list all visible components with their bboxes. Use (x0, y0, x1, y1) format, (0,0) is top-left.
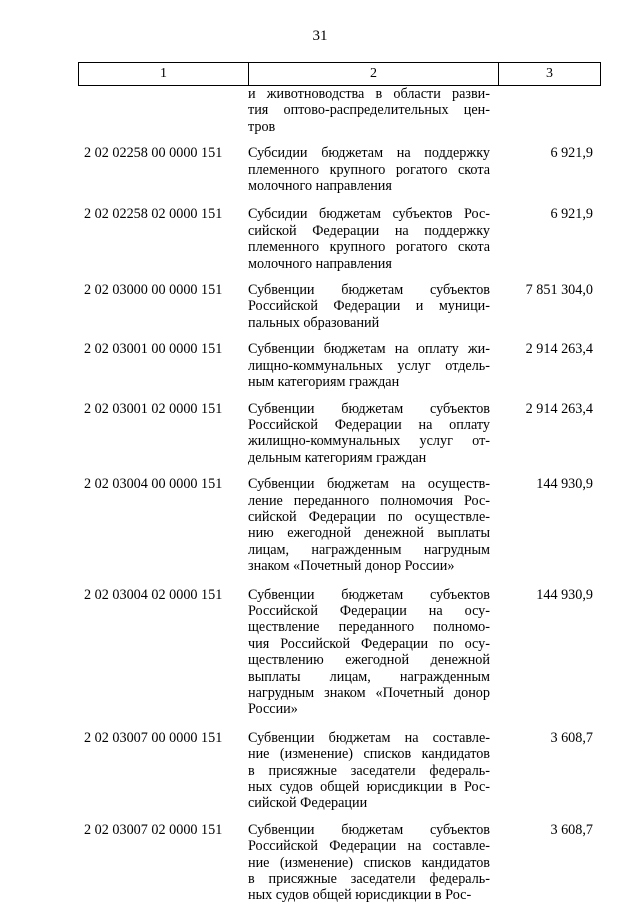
desc-line: России» (248, 701, 298, 718)
amount-value: 7 851 304,0 (525, 282, 593, 299)
desc-line: знаком «Почетный донор России» (248, 558, 455, 575)
desc-line: молочного направления (248, 178, 392, 195)
desc-line: племенного крупного рогатого скота (248, 239, 490, 256)
desc-line: нию ежегодной денежной выплаты (248, 525, 490, 542)
amount-value: 2 914 263,4 (525, 400, 593, 417)
amount-value: 6 921,9 (550, 206, 593, 223)
desc-line: жилищно-коммунальных услуг от- (248, 433, 490, 450)
column-header-table (78, 62, 601, 86)
desc-line: сийской Федерации (248, 795, 368, 812)
amount-value: 3 608,7 (550, 821, 593, 838)
desc-line: племенного крупного рогатого скота (248, 161, 490, 178)
amount-value: 2 914 263,4 (525, 341, 593, 358)
budget-code: 2 02 03007 02 0000 151 (84, 821, 223, 838)
budget-code: 2 02 03007 00 0000 151 (84, 729, 223, 746)
table-row (78, 822, 601, 904)
table-row (78, 587, 601, 718)
desc-line: Субвенции бюджетам субъектов (248, 821, 490, 838)
desc-line: Субвенции бюджетам на осуществ- (248, 476, 490, 493)
budget-code: 2 02 02258 00 0000 151 (84, 145, 223, 162)
desc-line: в присяжные заседатели федераль- (248, 871, 490, 888)
table-row (78, 341, 601, 390)
budget-code: 2 02 03000 00 0000 151 (84, 282, 223, 299)
desc-line: сийской Федерации на поддержку (248, 222, 490, 239)
amount-value: 3 608,7 (550, 729, 593, 746)
desc-line: ных судов общей юрисдикции в Рос- (248, 887, 472, 904)
desc-line: в присяжные заседатели федераль- (248, 762, 490, 779)
page-number: 31 (312, 28, 328, 44)
column-header-1: 1 (79, 63, 249, 86)
desc-line: Субвенции бюджетам субъектов (248, 586, 490, 603)
table-row (78, 476, 601, 574)
desc-line: Субсидии бюджетам на поддержку (248, 145, 490, 162)
desc-line: Субвенции бюджетам на составле- (248, 729, 490, 746)
desc-line: лищно-коммунальных услуг отдель- (248, 357, 490, 374)
income-description (248, 282, 490, 331)
table-row (78, 145, 601, 194)
desc-line: лицам, награжденным нагрудным (248, 541, 490, 558)
desc-line: сийской Федерации по осуществле- (248, 508, 490, 525)
desc-line: и животноводства в области разви- (248, 86, 490, 102)
budget-code: 2 02 03004 02 0000 151 (84, 586, 223, 603)
table-row (78, 401, 601, 467)
desc-line: дельным категориям граждан (248, 449, 427, 466)
amount-value: 6 921,9 (550, 145, 593, 162)
desc-line: Субвенции бюджетам субъектов (248, 282, 490, 299)
desc-line: тров (248, 118, 276, 135)
table-row (78, 282, 601, 331)
continuation-text (248, 86, 490, 135)
desc-line: нагрудным знаком «Почетный донор (248, 685, 490, 701)
desc-line: ние (изменение) списков кандидатов (248, 854, 490, 871)
amount-value: 144 930,9 (536, 586, 593, 603)
column-header-row (79, 63, 601, 86)
desc-line: ление переданного полномочия Рос- (248, 492, 490, 509)
desc-line: ных судов общей юрисдикции в Рос- (248, 779, 490, 796)
desc-line: ществлению ежегодной денежной (248, 652, 490, 669)
income-description (248, 206, 490, 272)
income-description (248, 822, 490, 904)
income-description (248, 401, 490, 467)
budget-code: 2 02 03001 02 0000 151 (84, 400, 223, 417)
table-body (78, 86, 601, 914)
desc-line: молочного направления (248, 255, 392, 272)
desc-line: тия оптово-распределительных цен- (248, 102, 490, 119)
continuation-row (78, 86, 601, 135)
income-description (248, 730, 490, 812)
desc-line: Субвенции бюджетам на оплату жи- (248, 341, 490, 358)
income-description (248, 341, 490, 390)
income-description (248, 587, 490, 718)
budget-code: 2 02 02258 02 0000 151 (84, 206, 223, 223)
desc-line: выплаты лицам, награжденным (248, 668, 490, 685)
desc-line: ние (изменение) списков кандидатов (248, 746, 490, 763)
desc-line: Российской Федерации на оплату (248, 416, 490, 433)
table-row (78, 730, 601, 812)
budget-code: 2 02 03004 00 0000 151 (84, 476, 223, 493)
desc-line: Субсидии бюджетам субъектов Рос- (248, 206, 490, 223)
table-row (78, 206, 601, 272)
desc-line: ществление переданного полномо- (248, 619, 490, 636)
column-header-3: 3 (499, 63, 601, 86)
desc-line: чия Российской Федерации по осу- (248, 635, 490, 652)
income-description (248, 476, 490, 574)
income-description (248, 145, 490, 194)
desc-line: Российской Федерации и муници- (248, 298, 490, 315)
amount-value: 144 930,9 (536, 476, 593, 493)
budget-code: 2 02 03001 00 0000 151 (84, 341, 223, 358)
desc-line: Российской Федерации на осу- (248, 602, 490, 619)
desc-line: пальных образований (248, 314, 380, 331)
desc-line: Субвенции бюджетам субъектов (248, 400, 490, 417)
column-header-2: 2 (249, 63, 499, 86)
desc-line: Российской Федерации на составле- (248, 838, 490, 855)
desc-line: ным категориям граждан (248, 374, 400, 391)
